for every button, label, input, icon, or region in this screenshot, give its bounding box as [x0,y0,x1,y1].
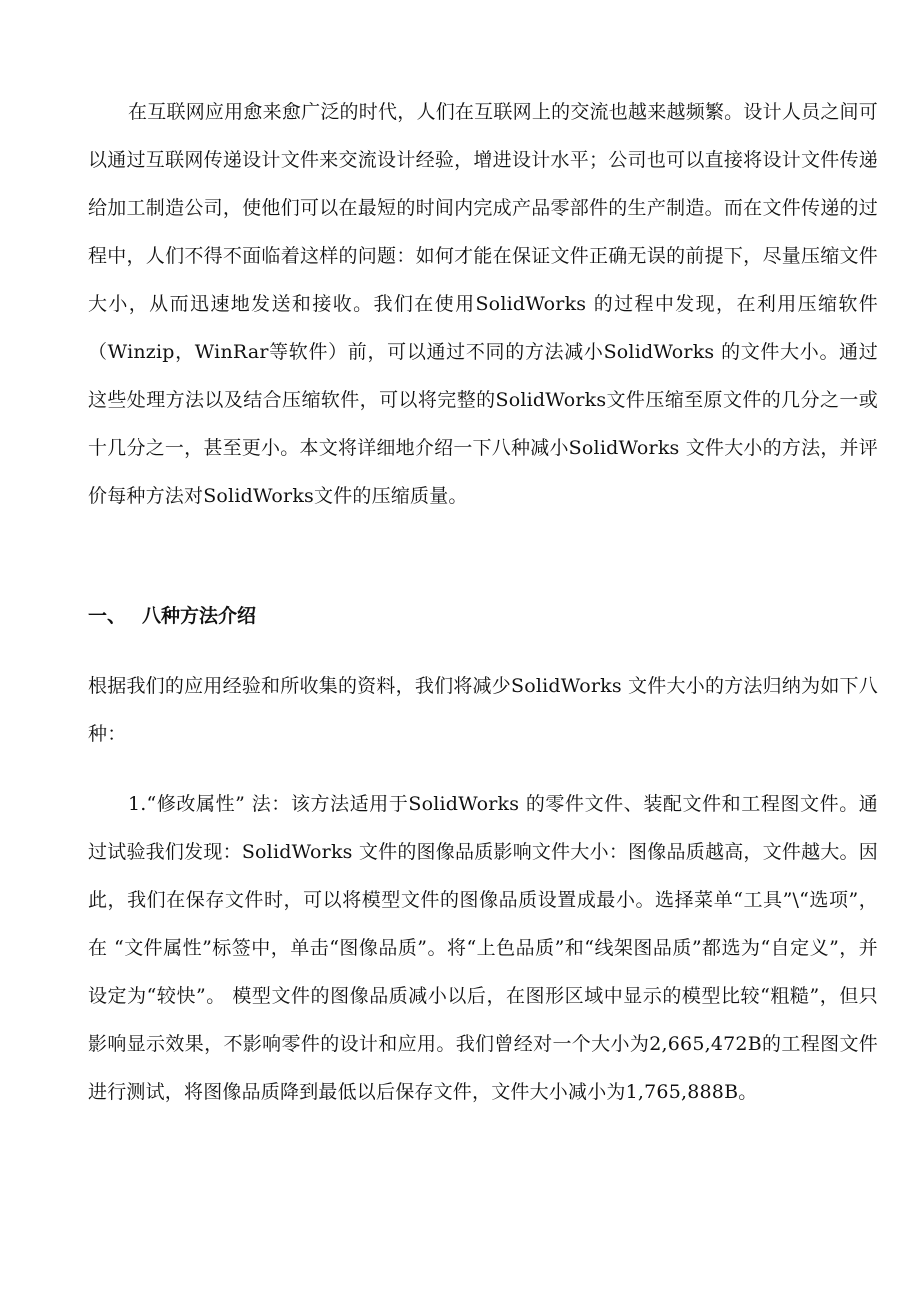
method-1-paragraph: 1.“修改属性” 法：该方法适用于SolidWorks 的零件文件、装配文件和工程图文件。通过试验我们发现：SolidWorks 文件的图像品质影响文件大小：图像品质越高，文件越大。因此，我们在保存文件时，可以将模型文件的图像品质设置成最小。选择菜单“工具”\“选项”，在 “文件属性”标签中，单击“图像品质”。将“上色品质”和“线架图品质”都选为“自定义”，并设定为“较快”。 模型文件的图像品质减小以后，在图形区域中显示的模型比较“粗糙”，但只影响显示效果，不影响零件的设计和应用。我们曾经对一个大小为2,665,472B的工程图文件进行测试，将图像品质降到最低以后保存文件，文件大小减小为1,765,888B。 [88,793,878,1103]
section-title: 八种方法介绍 [142,605,257,627]
section-number: 一、 [88,605,127,627]
section-heading [88,596,256,636]
intro-paragraph: 在互联网应用愈来愈广泛的时代，人们在互联网上的交流也越来越频繁。设计人员之间可以通过互联网传递设计文件来交流设计经验，增进设计水平；公司也可以直接将设计文件传递给加工制造公司，使他们可以在最短的时间内完成产品零部件的生产制造。而在文件传递的过程中，人们不得不面临着这样的问题：如何才能在保证文件正确无误的前提下，尽量压缩文件大小，从而迅速地发送和接收。我们在使用SolidWorks 的过程中发现，在利用压缩软件（Winzip，WinRar等软件）前，可以通过不同的方法减小SolidWorks 的文件大小。通过这些处理方法以及结合压缩软件，可以将完整的SolidWorks文件压缩至原文件的几分之一或十几分之一，甚至更小。本文将详细地介绍一下八种减小SolidWorks 文件大小的方法，并评价每种方法对SolidWorks文件的压缩质量。 [88,101,878,507]
summary-paragraph: 根据我们的应用经验和所收集的资料，我们将减少SolidWorks 文件大小的方法归纳为如下八种： [88,675,878,745]
